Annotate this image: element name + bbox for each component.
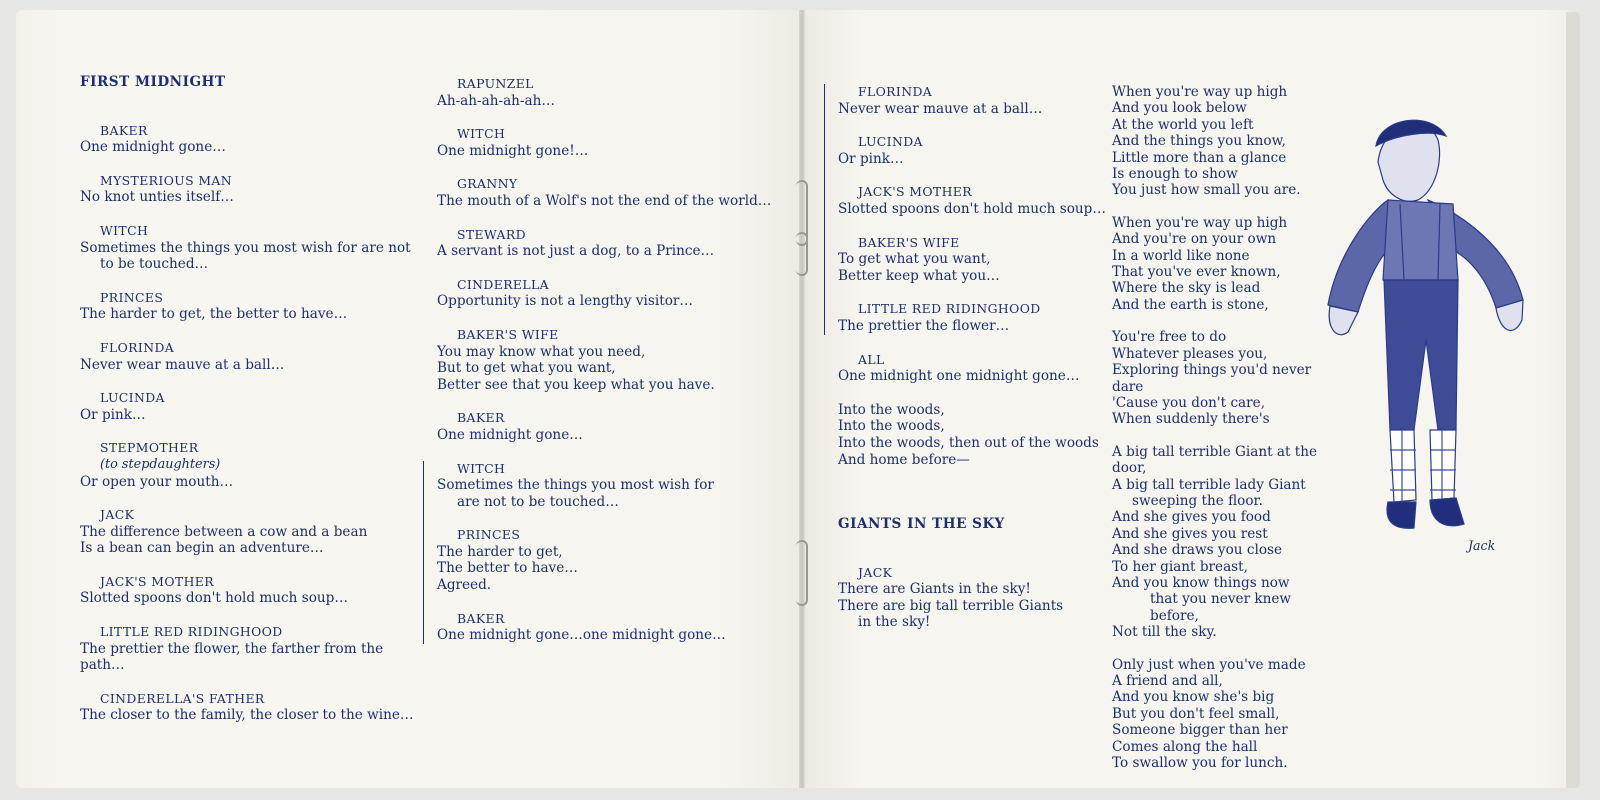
dialogue-line: Never wear mauve at a ball… xyxy=(838,100,1043,117)
speaker-name: BAKER xyxy=(457,610,505,626)
lyric-line: Little more than a glance xyxy=(1112,149,1287,166)
lyric-stanza xyxy=(1112,215,1342,313)
dialogue-block xyxy=(838,184,1108,217)
dialogue-line: No knot unties itself… xyxy=(80,189,234,206)
dialogue-block xyxy=(437,126,777,159)
column-2 xyxy=(437,76,777,661)
stage-direction: (to stepdaughters) xyxy=(100,456,221,472)
dialogue-block xyxy=(838,565,1108,631)
dialogue-block xyxy=(437,176,777,209)
barred-section xyxy=(423,461,777,644)
speaker-name: BAKER xyxy=(100,122,148,138)
lyric-stanza xyxy=(1112,84,1342,199)
speaker-name: RAPUNZEL xyxy=(457,76,534,91)
dialogue-block xyxy=(437,76,777,109)
barred-section xyxy=(824,84,1108,335)
dialogue-line: You may know what you need, xyxy=(437,343,646,360)
lyric-line: Not till the sky. xyxy=(1112,624,1217,641)
dialogue-line: But to get what you want, xyxy=(437,360,616,377)
dialogue-line: Or open your mouth… xyxy=(80,473,234,490)
dialogue-line: One midnight gone… xyxy=(437,426,583,443)
dialogue-line: Into the woods, xyxy=(838,401,945,418)
dialogue-block xyxy=(80,624,420,674)
dialogue-line: Never wear mauve at a ball… xyxy=(80,356,285,373)
speaker-name: FLORINDA xyxy=(100,339,175,355)
dialogue-line: Is a bean can begin an adventure… xyxy=(80,540,324,557)
speaker-name: BAKER'S WIFE xyxy=(858,234,960,250)
dialogue-line: Slotted spoons don't hold much soup… xyxy=(838,200,1106,217)
lyric-line: Comes along the hall xyxy=(1112,738,1258,755)
dialogue-line: Opportunity is not a lengthy visitor… xyxy=(437,293,693,310)
speaker-name: LITTLE RED RIDINGHOOD xyxy=(100,624,283,640)
lyric-line: Someone bigger than her xyxy=(1112,722,1288,739)
lyric-line: At the world you left xyxy=(1112,116,1254,133)
dialogue-line: in the sky! xyxy=(858,614,931,631)
lyric-line: Where the sky is lead xyxy=(1112,280,1261,297)
lyric-line: 'Cause you don't care, xyxy=(1112,394,1266,411)
lyric-stanza xyxy=(1112,657,1342,772)
speaker-name: BAKER xyxy=(457,410,505,426)
dialogue-line: The mouth of a Wolf's not the end of the world… xyxy=(437,192,772,209)
lyric-line: That you've ever known, xyxy=(1112,264,1281,281)
dialogue-block xyxy=(838,84,1108,117)
dialogue-block xyxy=(80,290,420,323)
speaker-name: LITTLE RED RIDINGHOOD xyxy=(858,301,1041,317)
dialogue-line: There are big tall terrible Giants xyxy=(838,597,1064,614)
speaker-name: ALL xyxy=(858,351,885,367)
staple xyxy=(796,232,808,276)
dialogue-block xyxy=(437,277,777,310)
dialogue-line: The harder to get, the better to have… xyxy=(80,306,348,323)
column-3 xyxy=(838,84,1108,648)
dialogue-block xyxy=(80,390,420,423)
speaker-name: CINDERELLA'S FATHER xyxy=(100,690,265,706)
speaker-name: JACK xyxy=(858,564,893,580)
dialogue-block xyxy=(437,527,777,593)
dialogue-line: The prettier the flower, the farther from the path… xyxy=(80,640,384,674)
lyric-line: that you never knew before, xyxy=(1150,591,1292,624)
dialogue-block xyxy=(80,574,420,607)
dialogue-line: The prettier the flower… xyxy=(838,317,1010,334)
speaker-name: LUCINDA xyxy=(100,390,165,406)
dialogue-line: One midnight gone…one midnight gone… xyxy=(437,627,726,644)
staple xyxy=(796,540,808,606)
lyric-line: And you know things now xyxy=(1112,574,1290,591)
dialogue-line: to be touched… xyxy=(100,256,209,273)
speaker-name: FLORINDA xyxy=(858,84,933,99)
dialogue-line: Better keep what you… xyxy=(838,267,1000,284)
dialogue-line: There are Giants in the sky! xyxy=(838,581,1031,598)
lyric-stanza xyxy=(1112,444,1342,641)
lyric-line: And you're on your own xyxy=(1112,231,1277,248)
lyric-line: When suddenly there's xyxy=(1112,411,1270,428)
dialogue-line: are not to be touched… xyxy=(457,493,619,510)
dialogue-block xyxy=(80,223,420,273)
speaker-name: GRANNY xyxy=(457,176,518,192)
book-gutter xyxy=(799,10,805,788)
section-title: FIRST MIDNIGHT xyxy=(80,74,226,90)
speaker-name: PRINCES xyxy=(100,289,164,305)
speaker-name: WITCH xyxy=(457,460,506,476)
lyric-line: But you don't feel small, xyxy=(1112,705,1280,722)
lyric-line: You're free to do xyxy=(1112,329,1227,346)
dialogue-line: And home before— xyxy=(838,451,970,468)
dialogue-line: Into the woods, then out of the woods xyxy=(838,434,1099,451)
dialogue-block xyxy=(437,227,777,260)
lyric-line: A friend and all, xyxy=(1112,673,1223,689)
column-1 xyxy=(80,74,420,741)
lyric-line: When you're way up high xyxy=(1112,84,1288,100)
lyric-line: And the earth is stone, xyxy=(1112,296,1269,313)
dialogue-line: The closer to the family, the closer to the wine… xyxy=(80,707,414,724)
lyric-line: Exploring things you'd never dare xyxy=(1112,362,1312,395)
dialogue-block xyxy=(80,173,420,206)
lyric-line: When you're way up high xyxy=(1112,214,1288,231)
dialogue-line: To get what you want, xyxy=(838,251,991,268)
dialogue-line: Ah-ah-ah-ah-ah… xyxy=(437,92,555,109)
dialogue-block xyxy=(80,123,420,156)
lyric-line: And you look below xyxy=(1112,100,1247,117)
dialogue-line: The difference between a cow and a bean xyxy=(80,523,368,540)
dialogue-block xyxy=(80,440,420,490)
lyric-line: Is enough to show xyxy=(1112,166,1238,183)
dialogue-line: The harder to get, xyxy=(437,543,563,560)
dialogue-line: Slotted spoons don't hold much soup… xyxy=(80,590,348,607)
dialogue-block xyxy=(437,611,777,644)
woods-lines xyxy=(838,402,1108,468)
lyric-line: Whatever pleases you, xyxy=(1112,345,1268,362)
dialogue-line: Agreed. xyxy=(437,577,492,594)
giants-lyrics xyxy=(1112,84,1342,787)
lyric-line: In a world like none xyxy=(1112,247,1250,264)
lyric-line: And the things you know, xyxy=(1112,133,1286,150)
speaker-name: BAKER'S WIFE xyxy=(457,326,559,342)
speaker-name: WITCH xyxy=(457,126,506,142)
speaker-name: WITCH xyxy=(100,222,149,238)
page-edges xyxy=(1566,12,1580,788)
dialogue-line: The better to have… xyxy=(437,560,578,577)
dialogue-line: Better see that you keep what you have. xyxy=(437,376,715,393)
lyric-line: To her giant breast, xyxy=(1112,558,1248,575)
speaker-name: JACK xyxy=(100,507,135,523)
dialogue-block xyxy=(80,340,420,373)
lyric-line: sweeping the floor. xyxy=(1132,492,1263,509)
dialogue-line: One midnight gone… xyxy=(80,139,226,156)
speaker-name: STEPMOTHER xyxy=(100,440,199,456)
dialogue-line: Into the woods, xyxy=(838,418,945,435)
speaker-name: STEWARD xyxy=(457,226,526,242)
speaker-name: JACK'S MOTHER xyxy=(100,573,214,589)
dialogue-line: One midnight one midnight gone… xyxy=(838,368,1080,385)
dialogue-block xyxy=(80,507,420,557)
dialogue-block xyxy=(838,134,1108,167)
speaker-name: PRINCES xyxy=(457,527,521,543)
lyric-line: To swallow you for lunch. xyxy=(1112,755,1288,772)
lyric-line: And she gives you food xyxy=(1112,509,1271,526)
dialogue-block xyxy=(437,410,777,443)
dialogue-line: Or pink… xyxy=(80,406,146,423)
dialogue-line: A servant is not just a dog, to a Prince… xyxy=(437,243,715,260)
jack-illustration-icon xyxy=(1318,100,1548,620)
dialogue-block xyxy=(838,301,1108,334)
dialogue-block xyxy=(80,691,420,724)
illustration-caption: Jack xyxy=(1468,538,1496,553)
lyric-line: A big tall terrible Giant at the door, xyxy=(1112,443,1318,477)
lyric-line: And you know she's big xyxy=(1112,689,1275,706)
lyric-line: You just how small you are. xyxy=(1112,182,1301,199)
section-title: GIANTS IN THE SKY xyxy=(838,516,1005,533)
dialogue-line: Sometimes the things you most wish for xyxy=(437,477,714,494)
speaker-name: CINDERELLA xyxy=(457,276,549,292)
lyric-line: Only just when you've made xyxy=(1112,656,1306,673)
dialogue-block xyxy=(437,461,777,511)
dialogue-line: Sometimes the things you most wish for are not xyxy=(80,239,411,256)
speaker-name: JACK'S MOTHER xyxy=(858,184,972,200)
dialogue-block xyxy=(838,235,1108,285)
speaker-name: LUCINDA xyxy=(858,134,923,150)
lyric-line: And she gives you rest xyxy=(1112,525,1268,542)
speaker-name: MYSTERIOUS MAN xyxy=(100,172,232,188)
dialogue-line: Or pink… xyxy=(838,150,904,167)
lyric-line: And she draws you close xyxy=(1112,542,1283,559)
dialogue-line: One midnight gone!… xyxy=(437,142,589,159)
dialogue-block xyxy=(437,327,777,393)
lyric-stanza xyxy=(1112,329,1342,427)
lyric-line: A big tall terrible lady Giant xyxy=(1112,476,1306,493)
dialogue-block xyxy=(838,352,1108,385)
